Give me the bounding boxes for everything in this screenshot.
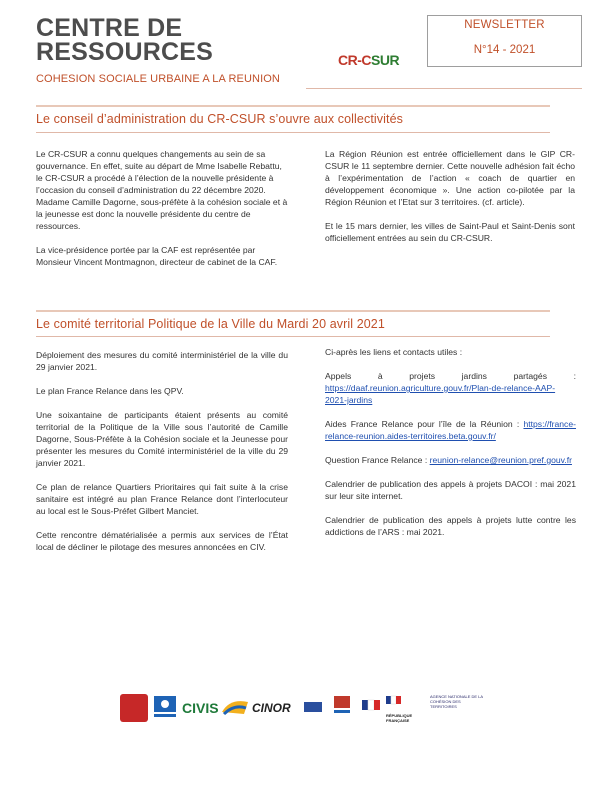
paragraph: Calendrier de publication des appels à projets DACOI : mai 2021 sur leur site internet. bbox=[325, 479, 576, 501]
paragraph: Déploiement des mesures du comité interministériel de la ville du 29 janvier 2021. bbox=[36, 350, 288, 372]
caf-logo bbox=[152, 694, 178, 722]
france-relance-link[interactable]: https://france-relance-reunion.aides-territoires.beta.gouv.fr/ bbox=[325, 419, 576, 441]
cinor-logo: CINOR bbox=[252, 701, 291, 715]
paragraph: La vice-présidence portée par la CAF est représentée par Monsieur Vincent Montmagnon, directeur de cabinet de la CAF. bbox=[36, 245, 278, 267]
tco-logo bbox=[302, 694, 324, 722]
republique-francaise-logo: RÉPUBLIQUE FRANÇAISE bbox=[386, 694, 424, 722]
section2-title: Le comité territorial Politique de la Ville du Mardi 20 avril 2021 bbox=[36, 317, 385, 331]
newsletter-number: N°14 - 2021 bbox=[473, 44, 536, 56]
paragraph: Le CR-CSUR a connu quelques changements au sein de sa gouvernance. En effet, suite au départ de Mme Isabelle Rebattu, le CR-CSUR a procédé à l’élection de la nouvelle présidente à l’occasion du conseil d’administration du 22 décembre 2020. Madame Camille Dagorne, sous-préfète à la cohésion sociale et à la jeunesse est donc la nouvelle présidente du centre de ressources. bbox=[36, 149, 288, 231]
section1-top-rule bbox=[36, 105, 550, 107]
paragraph: Le plan France Relance dans les QPV. bbox=[36, 386, 184, 396]
anct-logo: AGENCE NATIONALE DE LA COHÉSION DES TERRITOIRES bbox=[430, 694, 483, 709]
relance-email-link[interactable]: reunion-relance@reunion.pref.gouv.fr bbox=[429, 455, 572, 465]
newsletter-box bbox=[427, 15, 582, 67]
jardins-link[interactable]: https://daaf.reunion.agriculture.gouv.fr/Plan-de-relance-AAP-2021-jardins bbox=[325, 383, 556, 405]
partner-logos bbox=[120, 694, 500, 724]
civis-logo: CIVIS bbox=[182, 700, 219, 716]
org-subtitle: COHESION SOCIALE URBAINE A LA REUNION bbox=[36, 73, 280, 85]
section2-bottom-rule bbox=[36, 336, 550, 337]
paragraph: Cette rencontre dématérialisée a permis aux services de l’État local de décliner le pilotage des mesures annoncées en CIV. bbox=[36, 530, 288, 552]
section1-bottom-rule bbox=[36, 132, 550, 133]
section2-top-rule bbox=[36, 310, 550, 312]
link-item-question: Question France Relance : reunion-relance@reunion.pref.gouv.fr bbox=[325, 455, 572, 465]
section2-left-column bbox=[36, 349, 288, 565]
paragraph: Ce plan de relance Quartiers Prioritaires qui fait suite à la crise sanitaire est intégré au plan France Relance dont l’interlocuteur au local est le Sous-Préfet Gilbert Manciet. bbox=[36, 482, 288, 516]
section1-left-column bbox=[36, 148, 288, 280]
header-divider bbox=[306, 88, 582, 89]
link-item-france-relance: Aides France Relance pour l’île de la Réunion : https://france-relance-reunion.aides-territoires.beta.gouv.fr/ bbox=[325, 419, 576, 441]
paragraph: La Région Réunion est entrée officiellement dans le GIP CR-CSUR le 11 septembre dernier. Cette nouvelle adhésion fait écho à l’expérimentation de l’action « coach de quartier en développement économique ». Une action co-pilotée par la Région Réunion et l’Etat sur 3 territoires. (cf. article). bbox=[325, 149, 575, 207]
link-item-jardins: Appels à projets jardins partagés : https://daaf.reunion.agriculture.gouv.fr/Plan-de-relance-AAP-2021-jardins bbox=[325, 371, 576, 405]
section2-right-column bbox=[325, 346, 576, 550]
newsletter-label: NEWSLETTER bbox=[464, 19, 545, 31]
saint-denis-logo bbox=[330, 694, 354, 722]
caisse-des-depots-logo bbox=[120, 694, 148, 722]
region-reunion-logo bbox=[220, 694, 250, 722]
paragraph: Et le 15 mars dernier, les villes de Saint-Paul et Saint-Denis sont officiellement entrées au sein du CR-CSUR. bbox=[325, 221, 575, 243]
paragraph: Calendrier de publication des appels à projets lutte contre les addictions de l’ARS : mai 2021. bbox=[325, 515, 576, 537]
prefecture-logo bbox=[360, 694, 382, 722]
section1-right-column bbox=[325, 148, 575, 256]
section1-title: Le conseil d’administration du CR-CSUR s’ouvre aux collectivités bbox=[36, 112, 403, 126]
cr-csur-logo: CR-CSUR bbox=[338, 52, 400, 68]
links-intro: Ci-après les liens et contacts utiles : bbox=[325, 347, 463, 357]
paragraph: Une soixantaine de participants étaient présents au comité territorial de la Politique de la Ville sous l’autorité de Camille Dagorne, Sous-Préfète à la Cohésion sociale et la Jeunesse pour présenter les mesures du Comité interministériel de la ville du 29 janvier 2021. bbox=[36, 410, 288, 468]
org-name: CENTRE DE RESSOURCES bbox=[36, 14, 214, 66]
